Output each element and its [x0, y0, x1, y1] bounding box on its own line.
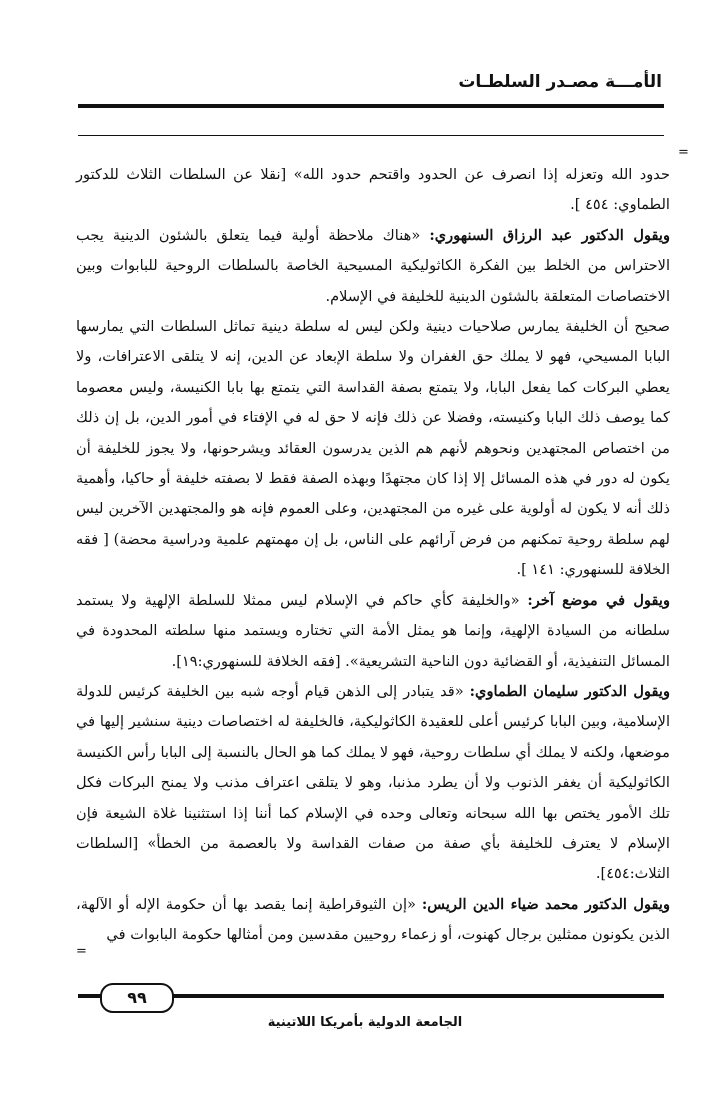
running-title: الأمـــة مصـدر السلطـات [458, 72, 662, 92]
paragraph-5-text: «قد يتبادر إلى الذهن قيام أوجه شبه بين الخليفة كرئيس للدولة الإسلامية، وبين البابا كرئيس أعلى للعقيدة الكاثوليكية، فالخليفة له اختصاصات دينية سنشير إليها في موضعها، ولكنه لا يملك أي سلطات روحية، فهو لا يملك كما هو الحال بالنسبة إلى البابا رأس الكنيسة الكاثوليكية أن يغفر الذنوب ولا أن يطرد مذنبا، وهو لا يتلقى اعتراف مذنب ولا يمنح البركات فكل تلك الأمور يختص بها الله سبحانه وتعالى وحده في الإسلام كما أننا إذا استثنينا غلاة الشيعة فإن الإسلام لا يعترف للخليفة بأي صفة من صفات القداسة ولا بالعصمة من الخطأ» [السلطات الثلاث:٤٥٤]. [76, 682, 670, 883]
paragraph-5 [76, 677, 670, 890]
paragraph-1-text: حدود الله وتعزله إذا انصرف عن الحدود واقتحم حدود الله» [نقلا عن السلطات الثلاث للدكتور الطماوي: ٤٥٤ ]. [76, 166, 670, 214]
top-continuation-mark: = [678, 145, 689, 160]
header-rule-thin [78, 135, 664, 136]
paragraph-3-text: صحيح أن الخليفة يمارس صلاحيات دينية ولكن ليس له سلطة دينية تماثل السلطات التي يمارسها البابا المسيحي، فهو لا يملك حق الغفران ولا سلطة الإبعاد عن الدين، إنه لا يتلقى الاعترافات، ولا يعطي البركات كما يفعل البابا، ولا يتمتع بصفة القداسة التي يتمتع بها بابا الكنيسة، وليس معصوما كما يوصف ذلك البابا وكنيسته، وفضلا عن ذلك فإنه لا حق له في الإفتاء في أمور الدين، بل إن ذلك من اختصاص المجتهدين ونحوهم لأنهم هم الذين يدرسون العقائد ويشرحونها، ولا يجوز للخليفة أن يكون له دور في هذه المسائل إلا إذا كان مجتهدًا وبهذه الصفة فقط لا بصفته خليفة أو حاكيا، وأهمية ذلك أنه لا يكون له أولوية على غيره من المجتهدين، وعلى العموم فإنه هو والمجتهدين الآخرين ليس لهم سلطة روحية تمكنهم من فرض آرائهم على الناس، بل إن مهمتهم علمية ودراسية محضة) [ فقه الخلافة للسنهوري: ١٤١ ]. [76, 318, 670, 579]
paragraph-6-text: «إن الثيوقراطية إنما يقصد بها أن حكومة الإله أو الآلهة، الذين يكونون ممثلين برجال كهنوت، أو زعماء روحيين مقدسين ومن أمثالها حكومة البابوات في [76, 895, 670, 944]
footer-institution: الجامعة الدولية بأمريكا اللاتينية [267, 1015, 463, 1030]
paragraph-2-text: «هناك ملاحظة أولية فيما يتعلق بالشئون الدينية يجب الاحتراس من الخلط بين الفكرة الكاثوليكية المسيحية الخاصة بالسلطات الروحية للبابوات وبين الاختصاصات المتعلقة بالشئون الدينية للخليفة في الإسلام. [76, 226, 670, 305]
paragraph-3 [76, 312, 670, 586]
paragraph-4-speaker: ويقول في موضع آخر: [527, 591, 671, 609]
paragraph-1 [76, 160, 670, 221]
header-rule-thick [78, 104, 664, 108]
paragraph-5-speaker: ويقول الدكتور سليمان الطماوي: [469, 682, 670, 700]
paragraph-6 [76, 890, 670, 951]
paragraph-4-text: «والخليفة كأي حاكم في الإسلام ليس ممثلا للسلطة الإلهية ولا يستمد سلطانه من السيادة الإلهية، وإنما هو يمثل الأمة التي تختاره ويستمد منها سلطته المحدودة في المسائل التنفيذية، أو القضائية دون الناحية التشريعية». [فقه الخلافة للسنهوري:١٩]. [76, 591, 670, 670]
paragraph-4 [76, 586, 670, 677]
paragraph-6-speaker: ويقول الدكتور محمد ضياء الدين الريس: [421, 895, 670, 913]
bottom-continuation-mark: = [76, 944, 87, 959]
paragraph-2 [76, 221, 670, 312]
page-number: ٩٩ [100, 983, 174, 1013]
body-text [76, 160, 670, 951]
paragraph-2-speaker: ويقول الدكتور عبد الرزاق السنهوري: [429, 226, 670, 244]
